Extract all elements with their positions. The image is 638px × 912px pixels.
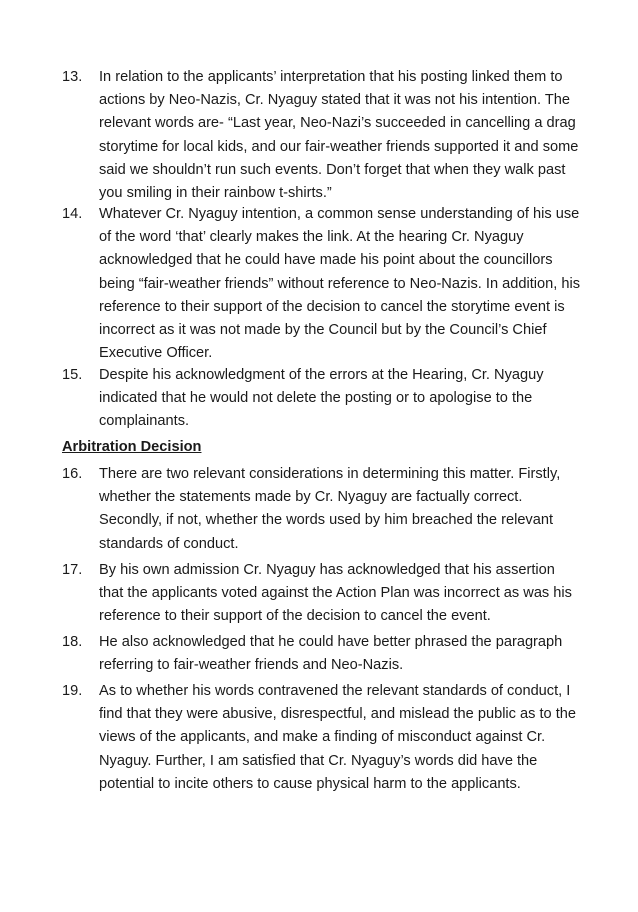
paragraph-number: 13. — [62, 69, 83, 85]
paragraph-number: 18. — [62, 634, 83, 650]
paragraph-16 — [62, 463, 582, 556]
paragraph-13 — [62, 66, 582, 205]
paragraph-text: In relation to the applicants’ interpretation that his posting linked them to actions by Neo-Nazis, Cr. Nyaguy stated that it was not his intention. The relevant words are- “Last year, Neo-Nazi’s succeeded in cancelling a drag storytime for local kids, and our fair-weather friends supported it and some said we shouldn’t run such events. Don’t forget that when they walk past you smiling in their rainbow t-shirts.” — [99, 69, 579, 202]
paragraph-text: By his own admission Cr. Nyaguy has acknowledged that his assertion that the applicants voted against the Action Plan was incorrect as was his reference to their support of the decision to cancel the event. — [99, 562, 572, 625]
paragraph-19 — [62, 680, 582, 796]
paragraph-text: There are two relevant considerations in determining this matter. Firstly, whether the statements made by Cr. Nyaguy are factually correct. Secondly, if not, whether the words used by him breached the relevant standards of conduct. — [99, 466, 561, 552]
paragraph-text: Whatever Cr. Nyaguy intention, a common sense understanding of his use of the word ‘that’ clearly makes the link. At the hearing Cr. Nyaguy acknowledged that he could have made his point about the councillors being “fair-weather friends” without reference to Neo-Nazis. In addition, his reference to their support of the decision to cancel the storytime event is incorrect as it was not made by the Council but by the Council’s Chief Executive Officer. — [99, 206, 581, 362]
paragraph-text: He also acknowledged that he could have better phrased the paragraph referring to fair-weather friends and Neo-Nazis. — [99, 634, 563, 674]
section-heading: Arbitration Decision — [62, 439, 202, 455]
paragraph-18 — [62, 631, 582, 677]
paragraph-number: 14. — [62, 206, 83, 222]
paragraph-text: Despite his acknowledgment of the errors at the Hearing, Cr. Nyaguy indicated that he would not delete the posting or to apologise to the complainants. — [99, 367, 544, 430]
paragraph-15 — [62, 364, 582, 434]
paragraph-17 — [62, 559, 582, 629]
paragraph-14 — [62, 203, 582, 365]
paragraph-number: 19. — [62, 683, 83, 699]
paragraph-number: 15. — [62, 367, 83, 383]
paragraph-number: 17. — [62, 562, 83, 578]
paragraph-number: 16. — [62, 466, 83, 482]
paragraph-text: As to whether his words contravened the relevant standards of conduct, I find that they were abusive, disrespectful, and mislead the public as to the views of the applicants, and make a finding of misconduct against Cr. Nyaguy. Further, I am satisfied that Cr. Nyaguy’s words did have the potential to incite others to cause physical harm to the applicants. — [99, 683, 577, 792]
